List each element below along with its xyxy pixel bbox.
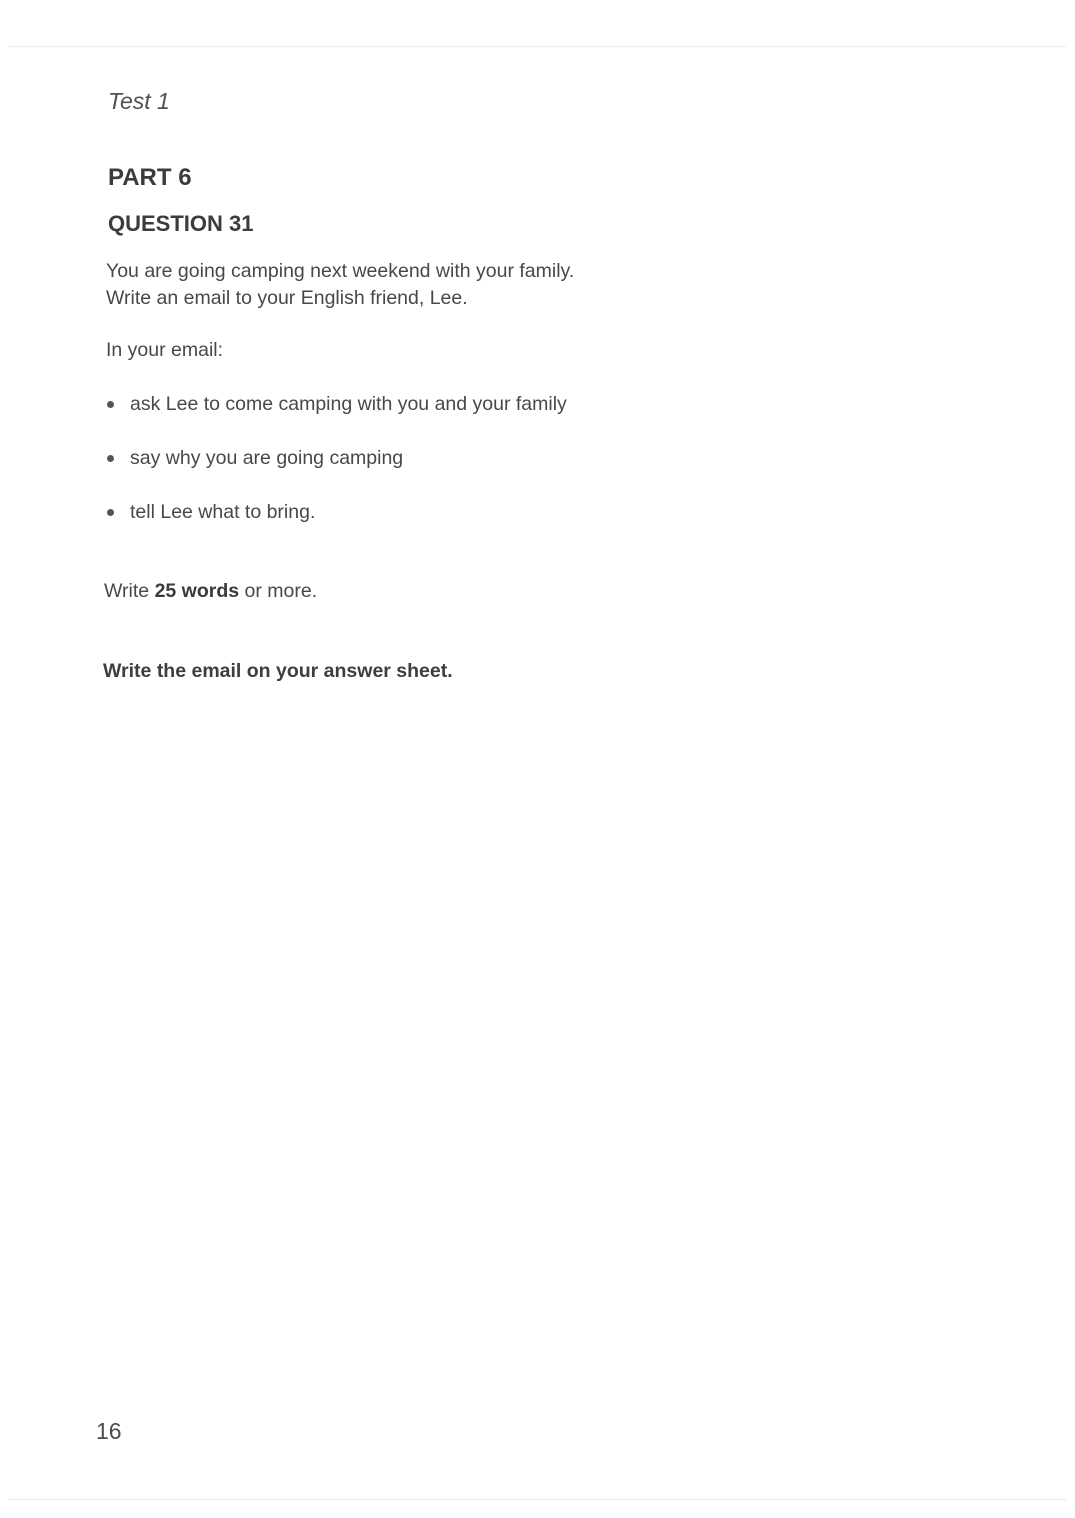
task-intro [106,258,574,312]
bottom-rule [8,1499,1066,1500]
bullet-icon [107,401,114,408]
content-point [104,501,567,555]
content-point [104,447,567,501]
page-number: 16 [96,1418,122,1444]
word-count-prefix: Write [104,580,155,602]
bullet-icon [107,455,114,462]
word-count-instruction [104,580,317,603]
intro-line: Write an email to your English friend, Lee. [106,287,468,309]
content-point-text: ask Lee to come camping with you and your family [130,393,567,415]
bullet-icon [107,509,114,516]
answer-sheet-instruction: Write the email on your answer sheet. [103,660,453,682]
content-points-list [104,393,567,555]
intro-line: You are going camping next weekend with your family. [106,260,575,282]
content-point [104,393,567,447]
part-title: PART 6 [108,164,192,191]
running-head: Test 1 [108,88,170,114]
top-rule [8,46,1066,47]
content-point-text: say why you are going camping [130,447,404,469]
word-count-value: 25 words [154,580,240,602]
content-point-text: tell Lee what to bring. [130,501,316,523]
word-count-suffix: or more. [239,580,318,602]
bullet-lead: In your email: [106,339,224,361]
question-title: QUESTION 31 [108,211,254,236]
